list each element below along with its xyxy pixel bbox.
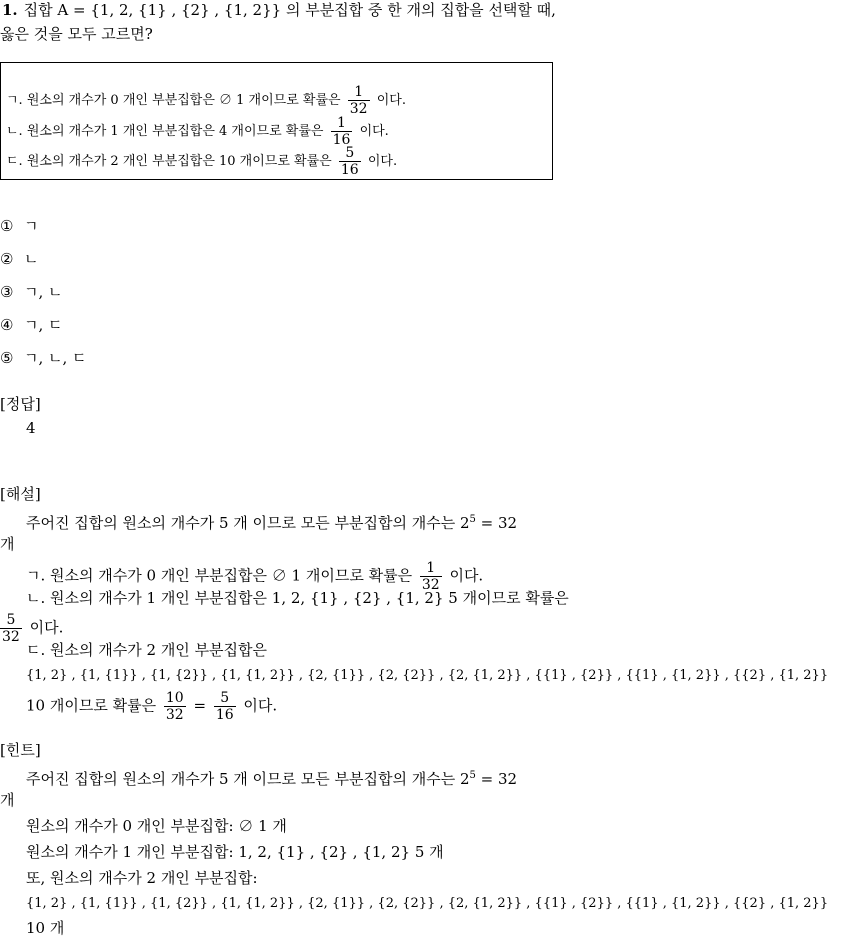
fraction-denominator: 32 bbox=[2, 629, 20, 645]
fraction-numerator: 1 bbox=[420, 560, 442, 577]
explanation-after: 이다. bbox=[29, 618, 64, 637]
statement-3-text: ㄷ. 원소의 개수가 2 개인 부분집합은 10 개이므로 확률은 bbox=[6, 154, 332, 169]
statement-3-fraction bbox=[339, 145, 361, 178]
equals-sign: = bbox=[193, 696, 207, 715]
hint-line-1b: 개 bbox=[0, 791, 15, 809]
statement-2-fraction bbox=[331, 115, 353, 148]
exponent: 5 bbox=[469, 770, 476, 781]
fraction-denominator: 32 bbox=[165, 707, 184, 723]
question-line-1 bbox=[2, 0, 556, 20]
question-line-2: 옳은 것을 모두 고르면? bbox=[0, 25, 153, 43]
explanation-after: 이다. bbox=[243, 696, 278, 715]
choice-text: ㄱ, ㄴ, ㄷ bbox=[24, 349, 87, 367]
hint-line-2: 원소의 개수가 0 개인 부분집합: ∅ 1 개 bbox=[26, 817, 287, 835]
hint-tail: = 32 bbox=[475, 770, 518, 788]
explanation-label: [해설] bbox=[0, 485, 41, 503]
fraction-denominator: 16 bbox=[215, 707, 234, 723]
exponent: 5 bbox=[469, 514, 476, 525]
fraction-numerator: 1 bbox=[348, 84, 370, 101]
explanation-tail: = 32 bbox=[475, 514, 518, 532]
choice-mark: ⑤ bbox=[0, 349, 14, 367]
statement-1-after: 이다. bbox=[376, 93, 406, 108]
explanation-line-5: {1, 2} , {1, {1}} , {1, {2}} , {1, {1, 2}} , {2, {1}} , {2, {2}} , {2, {1, 2}} , {{1} , {2}} , {{1} , {1, 2}} , {{2} , {1, 2}} bbox=[26, 668, 829, 683]
choice-mark: ③ bbox=[0, 283, 14, 301]
explanation-line-1 bbox=[26, 510, 517, 533]
choice-2[interactable] bbox=[0, 249, 39, 269]
fraction-numerator: 10 bbox=[165, 690, 184, 706]
statement-3 bbox=[6, 145, 397, 178]
explanation-line-3: ㄴ. 원소의 개수가 1 개인 부분집합은 1, 2, {1} , {2} , {1, 2} 5 개이므로 확률은 bbox=[26, 589, 569, 607]
hint-line-5: {1, 2} , {1, {1}} , {1, {2}} , {1, {1, 2}} , {2, {1}} , {2, {2}} , {2, {1, 2}} , {{1} , {2}} , {{1} , {1, 2}} , {{2} , {1, 2}} bbox=[26, 896, 829, 911]
answer-label: [정답] bbox=[0, 395, 41, 413]
choice-text: ㄱ bbox=[24, 217, 39, 235]
hint-line-4: 또, 원소의 개수가 2 개인 부분집합: bbox=[26, 869, 258, 887]
hint-line-1 bbox=[26, 766, 517, 789]
choice-mark: ② bbox=[0, 250, 14, 268]
statement-2-text: ㄴ. 원소의 개수가 1 개인 부분집합은 4 개이므로 확률은 bbox=[6, 124, 324, 139]
statement-1-fraction bbox=[348, 84, 370, 117]
choice-text: ㄱ, ㄴ bbox=[24, 283, 63, 301]
choice-mark: ④ bbox=[0, 316, 14, 334]
explanation-fraction-2 bbox=[0, 612, 22, 645]
choice-1[interactable] bbox=[0, 216, 39, 236]
fraction-numerator: 5 bbox=[0, 612, 22, 629]
question-number: 1. bbox=[2, 1, 18, 19]
statement-2 bbox=[6, 115, 389, 148]
statement-2-after: 이다. bbox=[359, 124, 389, 139]
choice-text: ㄴ bbox=[24, 250, 39, 268]
question-text-1: 집합 A = {1, 2, {1} , {2} , {1, 2}} 의 부분집합 중 한 개의 집합을 선택할 때, bbox=[23, 1, 556, 19]
explanation-line-4: ㄷ. 원소의 개수가 2 개인 부분집합은 bbox=[26, 641, 268, 659]
explanation-text: ㄱ. 원소의 개수가 0 개인 부분집합은 ∅ 1 개이므로 확률은 bbox=[26, 566, 413, 585]
fraction-denominator: 16 bbox=[340, 162, 359, 178]
explanation-text: 주어진 집합의 원소의 개수가 5 개 이므로 모든 부분집합의 개수는 2 bbox=[26, 514, 470, 532]
fraction-numerator: 5 bbox=[339, 145, 361, 162]
explanation-fraction-3 bbox=[164, 690, 186, 723]
hint-line-3: 원소의 개수가 1 개인 부분집합: 1, 2, {1} , {2} , {1, 2} 5 개 bbox=[26, 843, 444, 861]
choice-4[interactable] bbox=[0, 315, 63, 335]
answer-value: 4 bbox=[26, 419, 36, 437]
choice-3[interactable] bbox=[0, 282, 63, 302]
choice-text: ㄱ, ㄷ bbox=[24, 316, 63, 334]
explanation-fraction-4 bbox=[214, 690, 236, 723]
fraction-numerator: 5 bbox=[214, 690, 236, 707]
fraction-denominator: 32 bbox=[421, 577, 440, 593]
statement-1-text: ㄱ. 원소의 개수가 0 개인 부분집합은 ∅ 1 개이므로 확률은 bbox=[6, 93, 341, 108]
choice-mark: ① bbox=[0, 217, 14, 235]
explanation-line-6 bbox=[26, 690, 277, 723]
explanation-after: 이다. bbox=[449, 566, 484, 585]
statement-1 bbox=[6, 84, 406, 117]
fraction-denominator: 32 bbox=[349, 101, 368, 117]
explanation-text: 10 개이므로 확률은 bbox=[26, 696, 157, 715]
hint-line-6: 10 개 bbox=[26, 919, 65, 937]
hint-label: [힌트] bbox=[0, 741, 41, 759]
fraction-numerator: 1 bbox=[331, 115, 353, 132]
explanation-line-1b: 개 bbox=[0, 535, 15, 553]
fraction-denominator: 16 bbox=[332, 132, 351, 148]
choice-5[interactable] bbox=[0, 348, 87, 368]
hint-text: 주어진 집합의 원소의 개수가 5 개 이므로 모든 부분집합의 개수는 2 bbox=[26, 770, 470, 788]
statement-3-after: 이다. bbox=[367, 154, 398, 169]
